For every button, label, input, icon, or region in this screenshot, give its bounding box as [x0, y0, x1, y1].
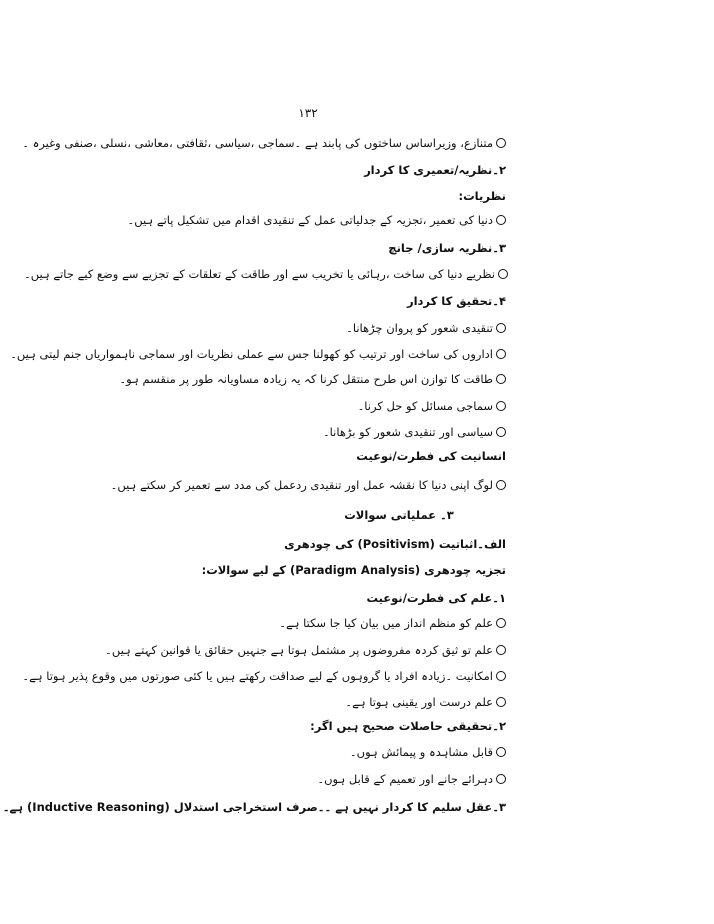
- circle-bullet-icon: [496, 349, 506, 359]
- circle-bullet-icon: [496, 671, 506, 681]
- bullet-line: [22, 135, 506, 151]
- line-text: لوگ اپنی دنیا کا نقشہ عمل اور تنقیدی ردعمل کی مدد سے تعمیر کر سکتے ہیں۔: [110, 478, 493, 492]
- heading-line: [388, 240, 506, 256]
- heading-line: [366, 590, 506, 606]
- circle-bullet-icon: [496, 401, 506, 411]
- bullet-line: [10, 346, 506, 362]
- heading-line: [310, 718, 506, 734]
- heading-line: [407, 293, 506, 309]
- line-text: ۳۔ عملیاتی سوالات: [344, 508, 454, 522]
- bullet-line: [127, 212, 506, 228]
- heading-line: [459, 188, 506, 204]
- circle-bullet-icon: [496, 480, 506, 490]
- line-text: ۳۔عقل سلیم کا کردار نہیں ہے ۔۔صرف استخراجی استدلال (Inductive Reasoning) ہے۔: [2, 800, 506, 814]
- line-text: انسانیت کی فطرت/نوعیت: [356, 449, 506, 463]
- section-heading: [0, 507, 714, 523]
- line-text: سیاسی اور تنقیدی شعور کو بڑھانا۔: [322, 425, 493, 439]
- bullet-line: [346, 320, 506, 336]
- circle-bullet-icon: [496, 427, 506, 437]
- bullet-line: [345, 694, 506, 710]
- line-text: علم تو ثیق کردہ مفروضوں پر مشتمل ہوتا ہے جنہیں حقائق یا قوانین کہتے ہیں۔: [105, 643, 493, 657]
- heading-line: [284, 536, 506, 552]
- line-text: دہرائے جانے اور تعمیم کے قابل ہوں۔: [317, 772, 493, 786]
- line-text: قابل مشاہدہ و پیمائش ہوں۔: [349, 745, 493, 759]
- line-text: علم کو منظم انداز میں بیان کیا جا سکتا ہے۔: [279, 616, 493, 630]
- circle-bullet-icon: [496, 215, 506, 225]
- line-text: الف۔اثباتیت (Positivism) کی چودھری: [284, 537, 506, 551]
- circle-bullet-icon: [498, 269, 508, 279]
- line-text: ۴۔تحقیق کا کردار: [406, 294, 506, 308]
- heading-line: [356, 448, 506, 464]
- line-text: نظریات:: [458, 189, 506, 203]
- circle-bullet-icon: [496, 645, 506, 655]
- line-text: طاقت کا توازن اس طرح منتقل کرنا کہ یہ زیادہ مساویانہ طور پر منقسم ہو۔: [119, 372, 493, 386]
- bullet-line: [323, 424, 506, 440]
- line-text: تنقیدی شعور کو پروان چڑھانا۔: [346, 321, 493, 335]
- line-text: تجزیہ چودھری (Paradigm Analysis) کے لیے سوالات:: [201, 563, 506, 577]
- line-text: دنیا کی تعمیر ،تجزیہ کے جدلیاتی عمل کے تنقیدی اقدام میں تشکیل پاتے ہیں۔: [127, 213, 493, 227]
- circle-bullet-icon: [496, 774, 506, 784]
- heading-line: [202, 562, 506, 578]
- circle-bullet-icon: [496, 374, 506, 384]
- heading-line: [364, 162, 506, 178]
- line-text: سماجی مسائل کو حل کرنا۔: [357, 399, 493, 413]
- bullet-line: [317, 771, 506, 787]
- heading-line: [3, 799, 506, 815]
- line-text: اداروں کی ساخت اور ترتیب کو کھولنا جس سے عملی نظریات اور سماجی ناہمواریاں جنم لیتی ہیں۔: [10, 347, 493, 361]
- line-text: ۱۔علم کی فطرت/نوعیت: [366, 591, 506, 605]
- bullet-line: [22, 668, 506, 684]
- circle-bullet-icon: [496, 138, 506, 148]
- line-text: ۳۔نظریہ سازی/ جانچ: [388, 241, 506, 255]
- bullet-line: [358, 398, 506, 414]
- line-text: امکانیت ۔زیادہ افراد یا گروہوں کے لیے صداقت رکھتے ہیں یا کئی صورتوں میں وقوع پذیر ہوتا ہے۔: [22, 669, 493, 683]
- line-text: ۲۔تحقیقی حاصلات صحیح ہیں اگر:: [310, 719, 506, 733]
- bullet-line: [111, 477, 506, 493]
- line-text: ۲۔نظریہ/تعمیری کا کردار: [364, 163, 506, 177]
- circle-bullet-icon: [496, 747, 506, 757]
- line-text: علم درست اور یقینی ہوتا ہے۔: [345, 695, 493, 709]
- line-text: نظریے دنیا کی ساخت ،رہائی یا تخریب سے اور طاقت کے تعلقات کے تجزیے سے وضع کیے جاتے ہیں۔: [24, 267, 495, 281]
- bullet-line: [350, 744, 506, 760]
- bullet-line: [119, 371, 506, 387]
- bullet-line: [24, 266, 508, 282]
- circle-bullet-icon: [496, 323, 506, 333]
- circle-bullet-icon: [496, 618, 506, 628]
- circle-bullet-icon: [496, 697, 506, 707]
- bullet-line: [105, 642, 506, 658]
- bullet-line: [279, 615, 506, 631]
- page-number: ۱۳۲: [298, 106, 318, 120]
- line-text: متنازع، وزیراساس ساختوں کی پابند ہے ۔سماجی ،سیاسی ،ثقافتی ،معاشی ،نسلی ،صنفی وغیرہ ۔: [22, 136, 493, 150]
